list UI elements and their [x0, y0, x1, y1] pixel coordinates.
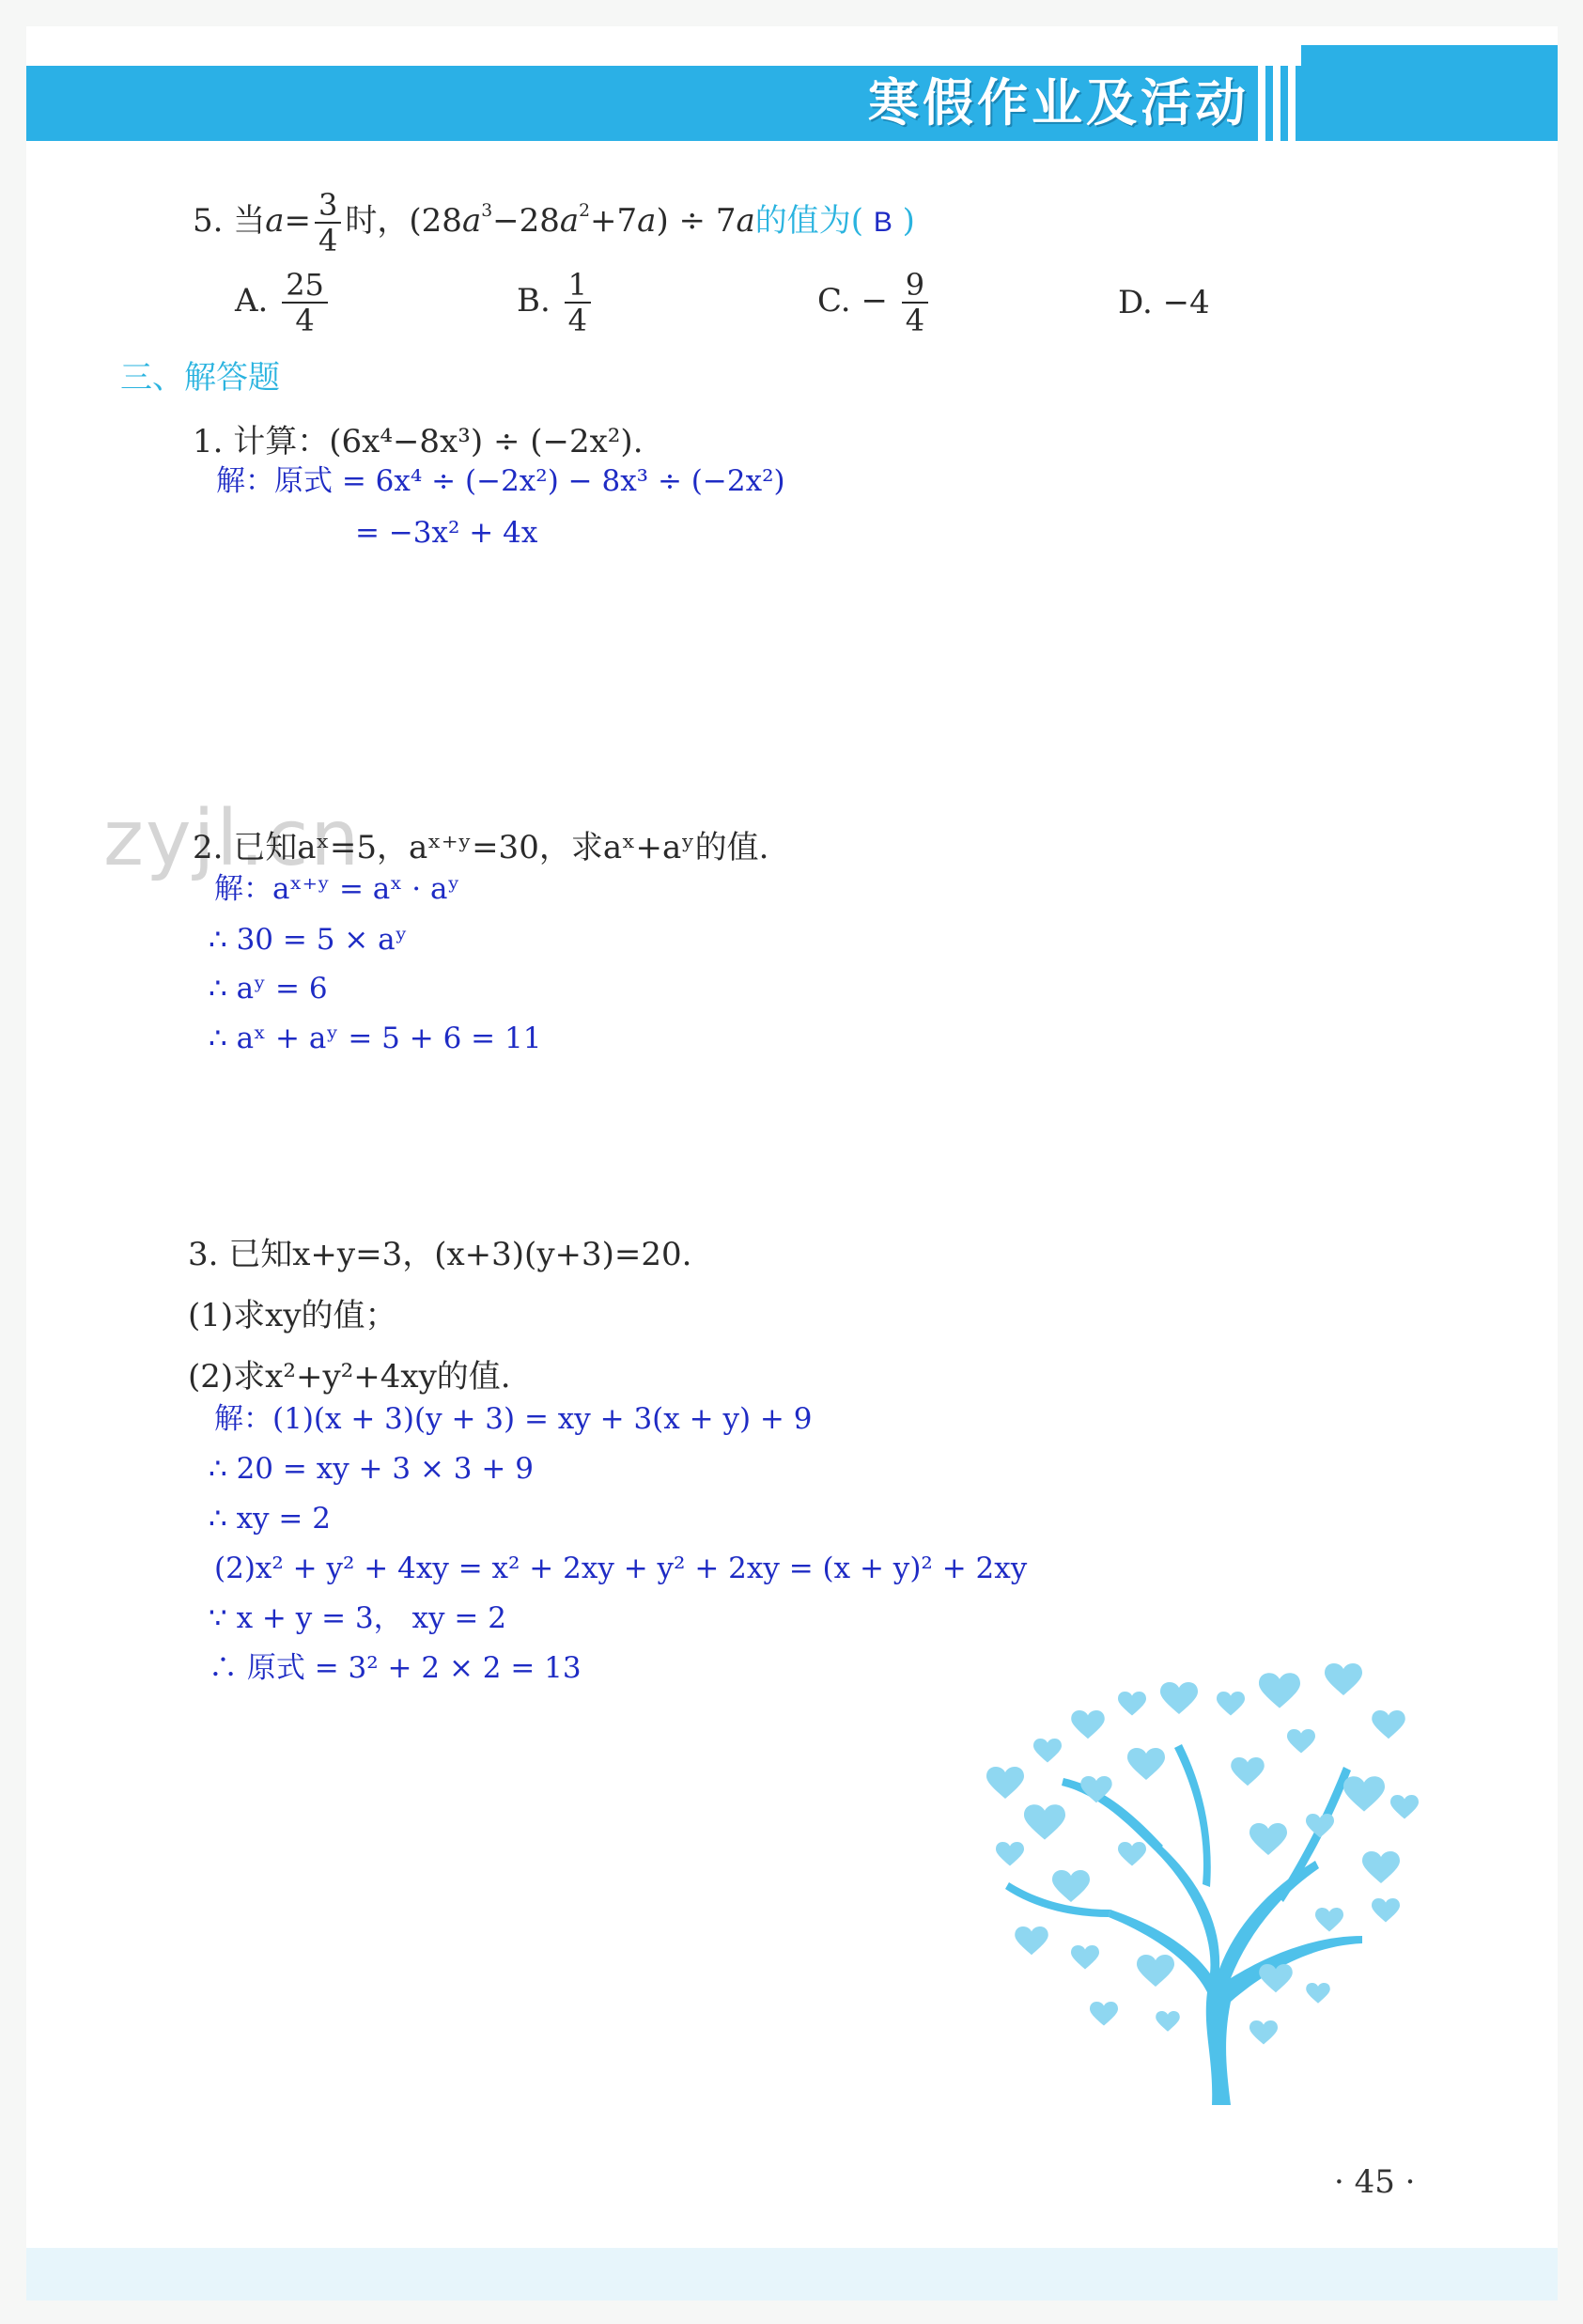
- question-5: 5. 当a= $\frac{3}{4}$ 时，$(28a^3-28a^2+7a) \div 7a$的值为( B ): [193, 187, 915, 258]
- bottom-band: [26, 2248, 1558, 2301]
- fraction-numerator: 3: [315, 188, 341, 224]
- fraction-denominator: 4: [567, 303, 587, 338]
- fraction-numerator: 1: [565, 268, 591, 304]
- problem-3-solution-line: ∴ 20 = xy + 3 × 3 + 9: [209, 1452, 534, 1486]
- expr-a2: a: [559, 202, 580, 240]
- fraction: [315, 188, 341, 257]
- fraction-denominator: 4: [318, 223, 338, 258]
- minus-sign: −: [861, 282, 888, 320]
- expr-a1: a: [461, 202, 482, 240]
- problem-3-solution-line: 解：(1)(x + 3)(y + 3) = xy + 3(x + y) + 9: [214, 1402, 813, 1436]
- option-fraction: [565, 268, 591, 337]
- fraction-numerator: 25: [282, 268, 328, 304]
- question-number: 5.: [193, 202, 224, 240]
- problem-1-solution-line: 解：原式 = 6x⁴ ÷ (−2x²) − 8x³ ÷ (−2x²): [216, 464, 785, 498]
- option-label: B.: [517, 282, 551, 320]
- problem-2-solution-line: ∴ 30 = 5 × aʸ: [209, 923, 408, 957]
- option-b: [517, 268, 595, 337]
- close-paren: ): [902, 202, 915, 240]
- header-right-block: [1301, 45, 1558, 141]
- equals-sign: =: [284, 202, 312, 240]
- problem-1-question: 1. 计算：(6x⁴−8x³) ÷ (−2x²).: [193, 423, 644, 460]
- exp: 3: [481, 201, 493, 222]
- exp: 2: [579, 201, 591, 222]
- problem-3-solution-line: ∴ 原式 = 3² + 2 × 2 = 13: [209, 1651, 582, 1685]
- watermark: zyjl.cn: [103, 794, 362, 883]
- header-stripes: [1254, 66, 1301, 141]
- problem-2-question: 2. 已知aˣ=5，aˣ⁺ʸ=30，求aˣ+aʸ的值.: [193, 829, 769, 866]
- option-d: [1118, 282, 1210, 323]
- heart-tree-illustration: [968, 1654, 1437, 2105]
- option-c: [817, 268, 932, 337]
- option-label: C.: [817, 282, 851, 320]
- expr-a3: a: [637, 202, 657, 240]
- option-label: D.: [1118, 284, 1153, 321]
- variable-a: a: [265, 202, 285, 240]
- section-title: 三、解答题: [120, 359, 280, 397]
- problem-3-sub1: (1)求xy的值；: [188, 1297, 397, 1334]
- question-text: 当: [233, 202, 266, 240]
- expr-a4: a: [736, 202, 755, 240]
- problem-1-solution-line: = −3x² + 4x: [355, 516, 538, 550]
- page-number: · 45 ·: [1334, 2163, 1416, 2201]
- option-fraction: [282, 268, 328, 337]
- fraction-denominator: 4: [295, 303, 315, 338]
- problem-3-solution-line: ∵ x + y = 3， xy = 2: [209, 1601, 506, 1635]
- question-text: 的值为(: [754, 202, 863, 240]
- problem-3-solution-line: ∴ xy = 2: [209, 1502, 331, 1536]
- question-text: 时，(28: [345, 202, 462, 240]
- problem-2-solution-line: 解：aˣ⁺ʸ = aˣ · aʸ: [214, 872, 460, 906]
- problem-2-solution-line: ∴ aˣ + aʸ = 5 + 6 = 11: [209, 1022, 542, 1055]
- answer-choice: B: [873, 207, 892, 238]
- fraction-denominator: 4: [905, 303, 925, 338]
- fraction-numerator: 9: [902, 268, 928, 304]
- problem-3-solution-line: (2)x² + y² + 4xy = x² + 2xy + y² + 2xy = (x + y)² + 2xy: [214, 1552, 1028, 1585]
- problem-3-sub2: (2)求x²+y²+4xy的值.: [188, 1358, 511, 1396]
- option-value: −4: [1162, 284, 1210, 321]
- header-title: 寒假作业及活动: [868, 73, 1249, 133]
- problem-2-solution-line: ∴ aʸ = 6: [209, 972, 328, 1006]
- option-fraction: [902, 268, 928, 337]
- problem-3-question: 3. 已知x+y=3，(x+3)(y+3)=20.: [188, 1236, 692, 1273]
- option-a: [235, 268, 332, 337]
- option-label: A.: [235, 282, 269, 320]
